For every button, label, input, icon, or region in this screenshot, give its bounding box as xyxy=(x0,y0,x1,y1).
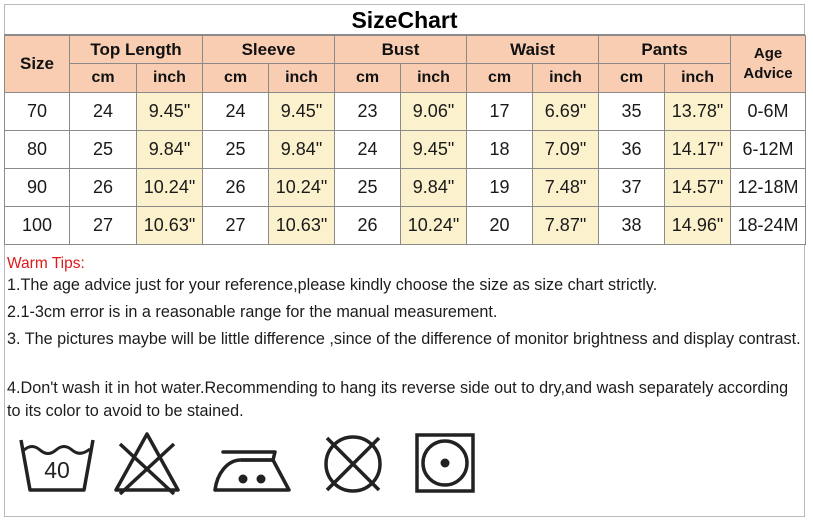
do-not-bleach-icon xyxy=(112,430,182,496)
cell-waist-inch: 6.69" xyxy=(533,93,599,131)
cell-waist-cm: 18 xyxy=(467,131,533,169)
do-not-dryclean-icon xyxy=(318,430,388,496)
chart-title: SizeChart xyxy=(4,5,805,35)
cell-sleeve-cm: 24 xyxy=(203,93,269,131)
header-sleeve: Sleeve xyxy=(203,36,335,64)
iron-medium-icon xyxy=(205,430,295,496)
tip-measurement-error: 2.1-3cm error is in a reasonable range for the manual measurement. xyxy=(7,303,498,321)
cell-size: 80 xyxy=(5,131,70,169)
tumble-dry-icon xyxy=(412,430,478,496)
tip-washing: 4.Don't wash it in hot water.Recommending to hang its reverse side out to dry,and wash separately according to its color to avoid to be stained. xyxy=(7,379,789,420)
cell-waist-inch: 7.48" xyxy=(533,169,599,207)
cell-top-length-inch: 9.45" xyxy=(137,93,203,131)
wash-40-icon xyxy=(16,430,98,496)
cell-pants-inch: 14.96" xyxy=(665,207,731,245)
header-size: Size xyxy=(5,36,70,93)
cell-sleeve-cm: 27 xyxy=(203,207,269,245)
cell-pants-inch: 13.78" xyxy=(665,93,731,131)
cell-top-length-cm: 27 xyxy=(70,207,137,245)
cell-top-length-cm: 25 xyxy=(70,131,137,169)
cell-age: 12-18M xyxy=(731,169,806,207)
header-top-length: Top Length xyxy=(70,36,203,64)
header-age-line2: Advice xyxy=(743,65,793,82)
cell-pants-inch: 14.17" xyxy=(665,131,731,169)
tip-age-advice: 1.The age advice just for your reference,please kindly choose the size as size chart strictly. xyxy=(7,276,658,294)
warm-tips xyxy=(7,252,802,420)
header-age-advice xyxy=(731,36,806,93)
cell-top-length-inch: 10.24" xyxy=(137,169,203,207)
unit-inch: inch xyxy=(269,64,335,93)
tip-picture-difference: 3. The pictures maybe will be little difference ,since of the difference of monitor brightness and display contrast. xyxy=(7,330,801,348)
care-icons xyxy=(0,430,813,510)
header-pants: Pants xyxy=(599,36,731,64)
cell-size: 70 xyxy=(5,93,70,131)
table-row xyxy=(5,207,806,245)
unit-inch: inch xyxy=(665,64,731,93)
cell-top-length-cm: 26 xyxy=(70,169,137,207)
cell-age: 18-24M xyxy=(731,207,806,245)
cell-size: 90 xyxy=(5,169,70,207)
table-row xyxy=(5,93,806,131)
cell-age: 0-6M xyxy=(731,93,806,131)
cell-bust-cm: 24 xyxy=(335,131,401,169)
cell-bust-cm: 25 xyxy=(335,169,401,207)
cell-sleeve-cm: 26 xyxy=(203,169,269,207)
cell-pants-cm: 36 xyxy=(599,131,665,169)
cell-waist-cm: 19 xyxy=(467,169,533,207)
cell-bust-inch: 9.84" xyxy=(401,169,467,207)
cell-bust-cm: 23 xyxy=(335,93,401,131)
cell-waist-inch: 7.87" xyxy=(533,207,599,245)
unit-cm: cm xyxy=(203,64,269,93)
cell-pants-cm: 38 xyxy=(599,207,665,245)
cell-top-length-inch: 9.84" xyxy=(137,131,203,169)
unit-cm: cm xyxy=(335,64,401,93)
header-bust: Bust xyxy=(335,36,467,64)
unit-cm: cm xyxy=(599,64,665,93)
cell-waist-cm: 20 xyxy=(467,207,533,245)
unit-cm: cm xyxy=(70,64,137,93)
unit-cm: cm xyxy=(467,64,533,93)
cell-sleeve-cm: 25 xyxy=(203,131,269,169)
cell-sleeve-inch: 10.63" xyxy=(269,207,335,245)
cell-pants-cm: 35 xyxy=(599,93,665,131)
unit-inch: inch xyxy=(533,64,599,93)
cell-bust-cm: 26 xyxy=(335,207,401,245)
warm-tips-heading: Warm Tips: xyxy=(7,255,85,272)
cell-bust-inch: 9.45" xyxy=(401,131,467,169)
cell-top-length-cm: 24 xyxy=(70,93,137,131)
cell-top-length-inch: 10.63" xyxy=(137,207,203,245)
header-age-line1: Age xyxy=(753,45,783,62)
cell-sleeve-inch: 9.84" xyxy=(269,131,335,169)
cell-size: 100 xyxy=(5,207,70,245)
table-row xyxy=(5,131,806,169)
cell-age: 6-12M xyxy=(731,131,806,169)
table-row xyxy=(5,169,806,207)
size-table xyxy=(4,35,806,245)
cell-bust-inch: 9.06" xyxy=(401,93,467,131)
cell-waist-inch: 7.09" xyxy=(533,131,599,169)
cell-pants-inch: 14.57" xyxy=(665,169,731,207)
cell-waist-cm: 17 xyxy=(467,93,533,131)
cell-sleeve-inch: 9.45" xyxy=(269,93,335,131)
cell-sleeve-inch: 10.24" xyxy=(269,169,335,207)
unit-inch: inch xyxy=(401,64,467,93)
unit-inch: inch xyxy=(137,64,203,93)
wash-temperature: 40 xyxy=(44,457,70,483)
cell-pants-cm: 37 xyxy=(599,169,665,207)
header-waist: Waist xyxy=(467,36,599,64)
cell-bust-inch: 10.24" xyxy=(401,207,467,245)
